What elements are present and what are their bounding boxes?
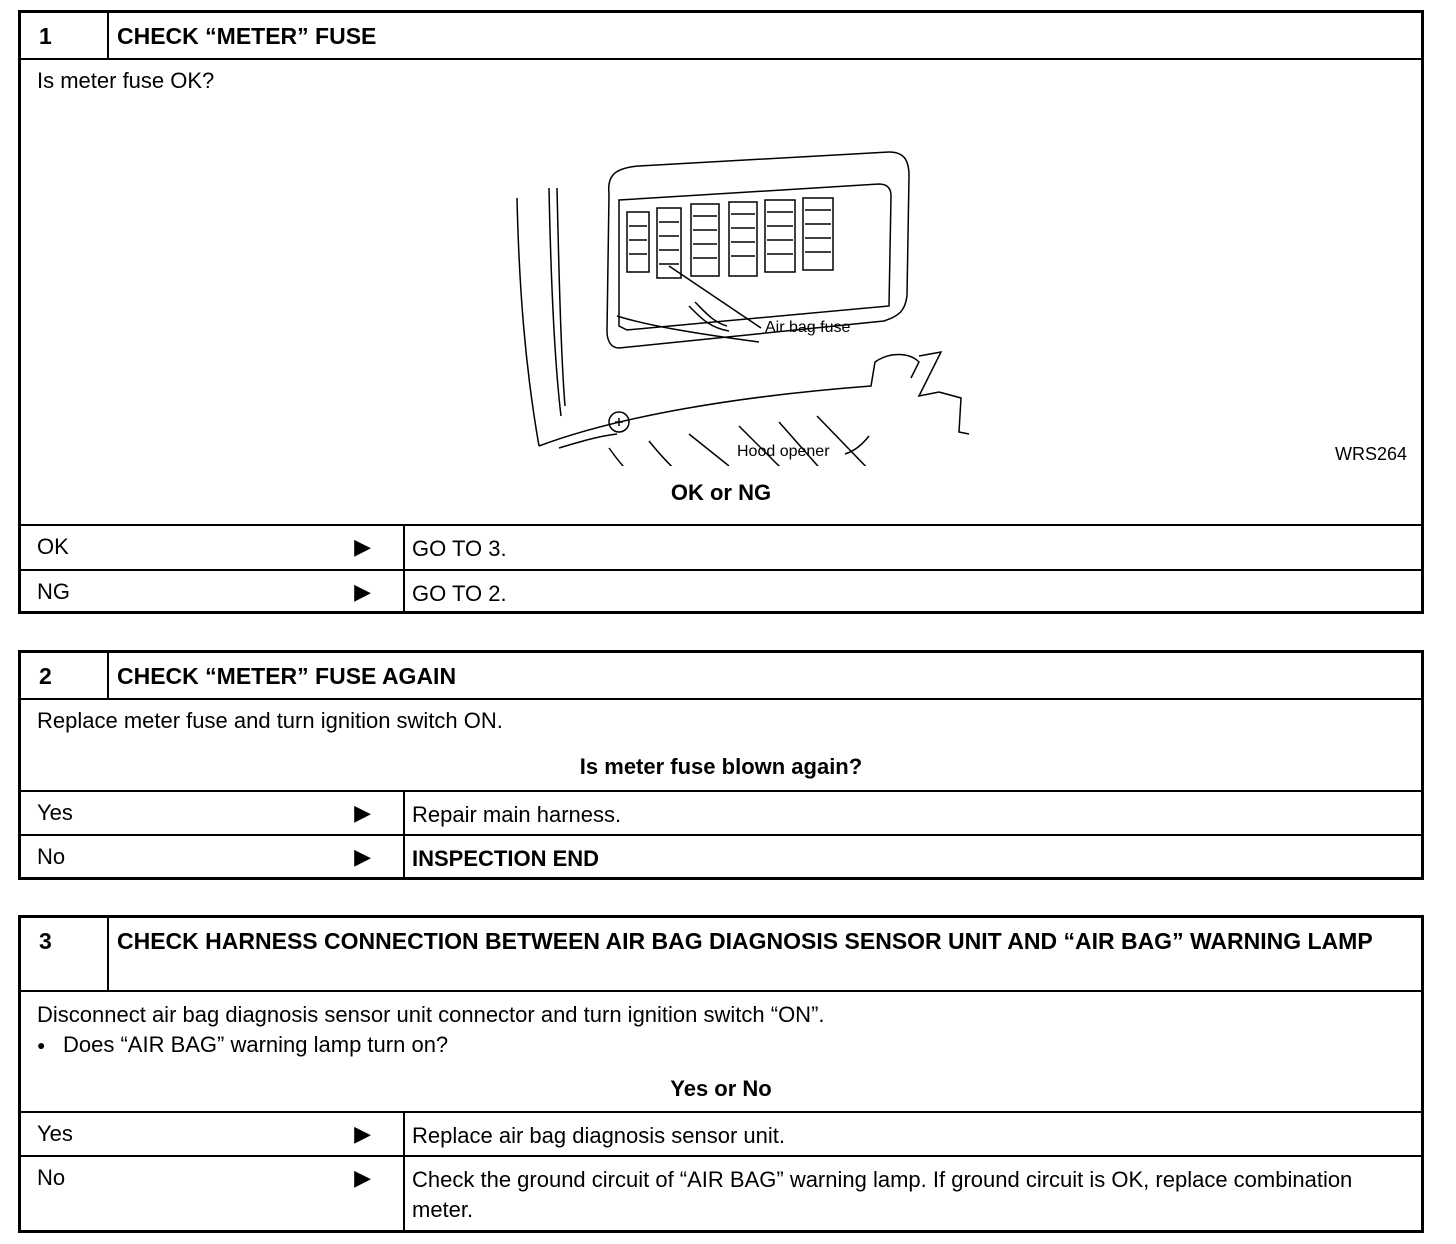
step-number: 2: [21, 653, 109, 698]
step-body: [21, 700, 1421, 792]
result-condition: No: [37, 1165, 66, 1190]
step-title: CHECK “METER” FUSE AGAIN: [117, 663, 457, 689]
step-number: 3: [21, 918, 109, 990]
step-3: [18, 915, 1424, 1233]
arrow-right-icon: ▶: [354, 1121, 371, 1146]
result-action: GO TO 3.: [412, 536, 507, 561]
result-condition: Yes: [37, 1121, 73, 1146]
result-row: [21, 792, 1421, 836]
fuse-box-illustration: [499, 116, 979, 466]
result-condition: No: [37, 844, 66, 869]
result-action: INSPECTION END: [412, 846, 600, 871]
result-action: GO TO 2.: [412, 581, 507, 606]
step-header: [21, 918, 1421, 992]
step-header: [21, 13, 1421, 60]
result-condition: Yes: [37, 800, 73, 825]
step-body: [21, 992, 1421, 1113]
arrow-right-icon: ▶: [354, 534, 371, 559]
hood-opener-label: Hood opener: [737, 443, 830, 460]
result-row: [21, 1157, 1421, 1230]
result-row: [21, 836, 1421, 877]
step-question: Is meter fuse blown again?: [579, 754, 863, 779]
step-number: 1: [21, 13, 109, 58]
step-header: [21, 653, 1421, 700]
arrow-right-icon: ▶: [354, 579, 371, 604]
arrow-right-icon: ▶: [354, 800, 371, 825]
step-title: CHECK “METER” FUSE: [117, 23, 377, 49]
step-instruction: Disconnect air bag diagnosis sensor unit connector and turn ignition switch “ON”.: [37, 1002, 825, 1027]
bullet-text: Does “AIR BAG” warning lamp turn on?: [63, 1032, 449, 1057]
step-question: OK or NG: [670, 480, 772, 505]
result-action: Repair main harness.: [412, 802, 622, 827]
bullet-item: [37, 1030, 1405, 1060]
step-1: [18, 10, 1424, 614]
air-bag-fuse-label: Air bag fuse: [765, 319, 851, 336]
result-action: Check the ground circuit of “AIR BAG” warning lamp. If ground circuit is OK, replace combination meter.: [412, 1167, 1353, 1222]
arrow-right-icon: ▶: [354, 1165, 371, 1190]
step-title: CHECK HARNESS CONNECTION BETWEEN AIR BAG DIAGNOSIS SENSOR UNIT AND “AIR BAG” WARNING LAMP: [117, 928, 1373, 954]
step-instruction: Is meter fuse OK?: [37, 68, 215, 93]
result-action: Replace air bag diagnosis sensor unit.: [412, 1123, 786, 1148]
bullet-icon: ●: [37, 1037, 46, 1053]
step-2: [18, 650, 1424, 880]
result-row: [21, 571, 1421, 614]
step-question: Yes or No: [670, 1076, 772, 1101]
step-body: [21, 60, 1421, 526]
arrow-right-icon: ▶: [354, 844, 371, 869]
result-row: [21, 526, 1421, 571]
result-condition: OK: [37, 534, 69, 559]
figure-reference: WRS264: [1334, 444, 1407, 464]
result-row: [21, 1113, 1421, 1157]
result-condition: NG: [37, 579, 70, 604]
step-instruction: Replace meter fuse and turn ignition switch ON.: [37, 708, 503, 733]
